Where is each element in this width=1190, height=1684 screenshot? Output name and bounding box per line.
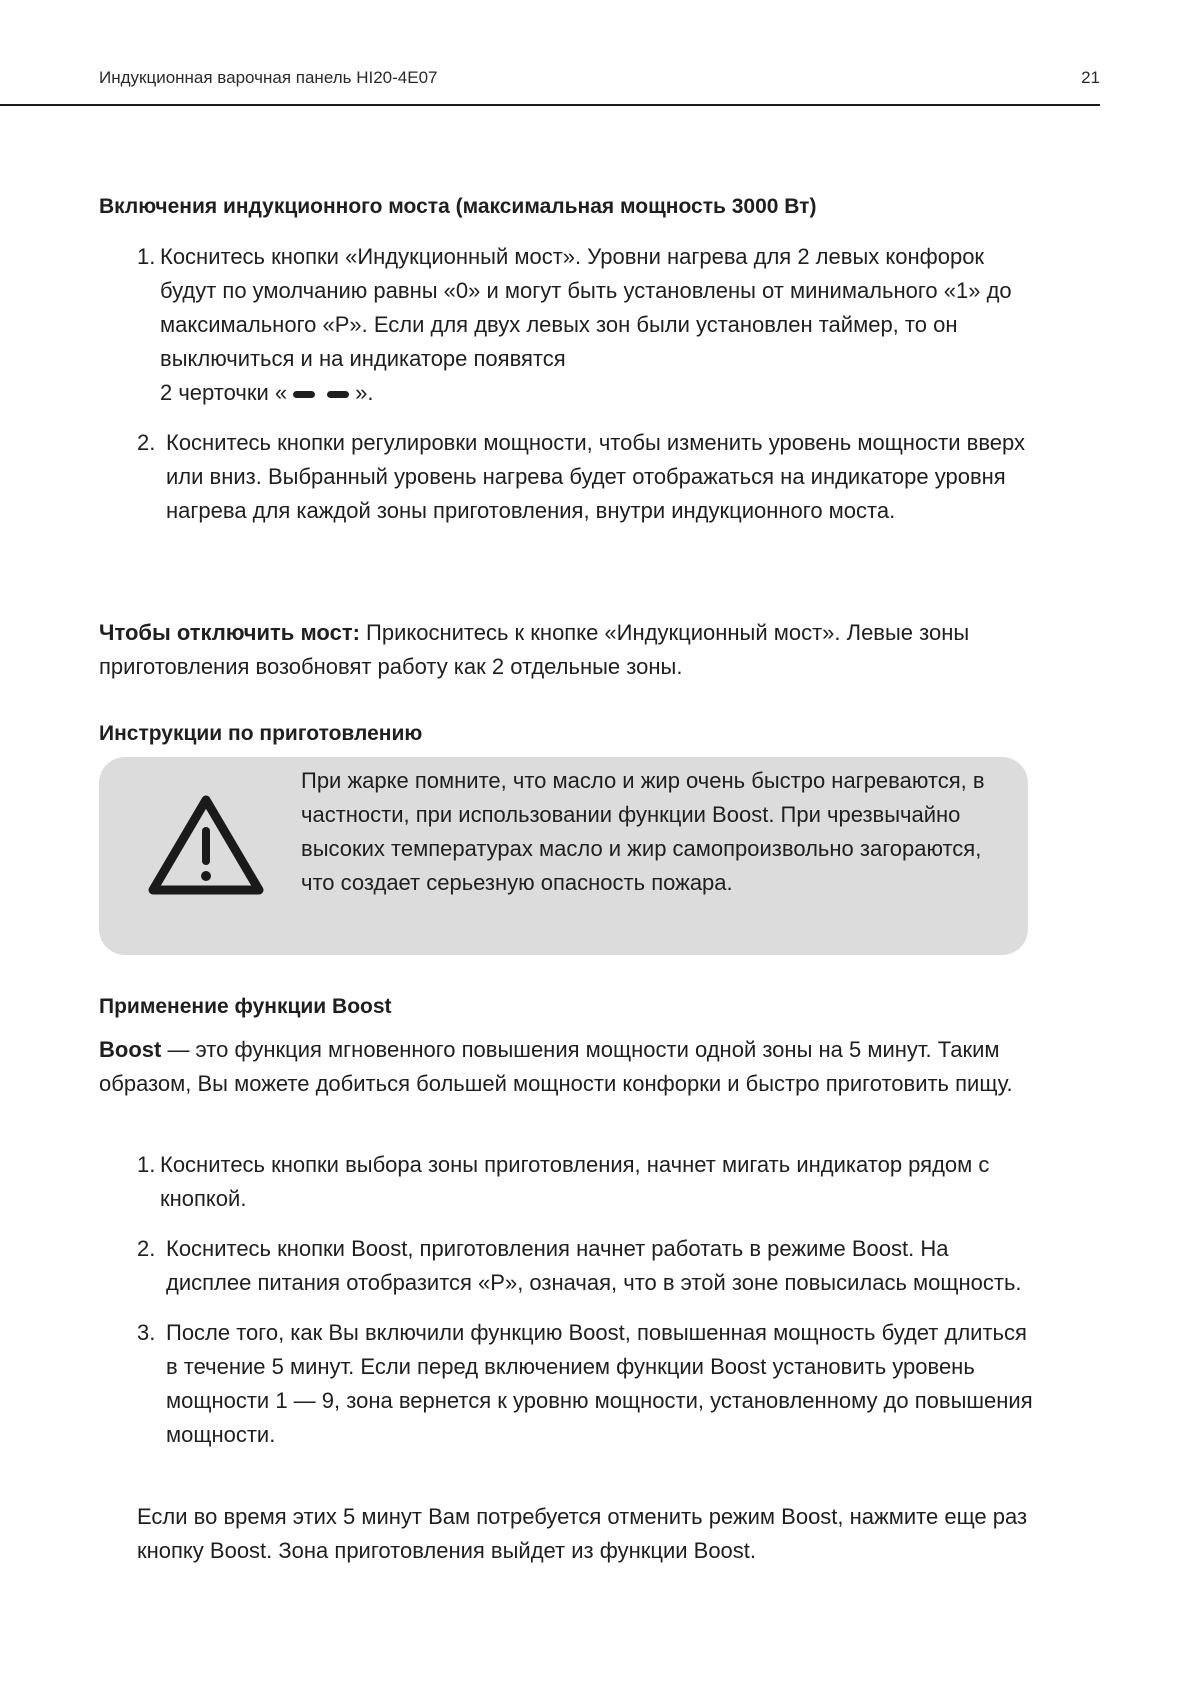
boost-intro-label: Boost — [99, 1037, 162, 1062]
list-item — [137, 1316, 1037, 1452]
list-item — [137, 1232, 1037, 1300]
list-item-text-body: 2 черточки « — [160, 380, 288, 405]
list-item-number: 3. — [137, 1320, 156, 1345]
bridge-off-text: Прикоснитесь к кнопке «Индукционный мост». Левые зоны приготовления возобновят работу как 2 отдельные зоны. — [99, 620, 970, 679]
list-item-number: 2. — [137, 430, 156, 455]
document-title: Индукционная варочная панель HI20-4E07 — [99, 68, 438, 87]
boost-list — [137, 1148, 1037, 1452]
list-item — [137, 240, 1037, 410]
list-item-text: Коснитесь кнопки Boost, приготовления начнет работать в режиме Boost. На дисплее питания отобразится «P», означая, что в этой зоне повысилась мощность. — [166, 1236, 1022, 1295]
list-item-text: Коснитесь кнопки выбора зоны приготовления, начнет мигать индикатор рядом с кнопкой. — [160, 1152, 990, 1211]
list-item-number: 1. — [137, 1152, 156, 1177]
page-number: 21 — [1081, 68, 1100, 87]
boost-heading: Применение функции Boost — [99, 995, 392, 1018]
list-item-text-body: ». — [355, 380, 374, 405]
bridge-on-heading: Включения индукционного моста (максимальная мощность 3000 Вт) — [99, 195, 817, 218]
list-item-number: 1. — [137, 244, 156, 269]
bridge-off-paragraph — [99, 616, 1034, 684]
bridge-on-list — [137, 240, 1037, 528]
warning-triangle-icon — [147, 793, 265, 897]
bridge-off-label: Чтобы отключить мост: — [99, 620, 360, 645]
list-item — [137, 1148, 1037, 1216]
warning-callout — [99, 757, 1028, 955]
boost-intro — [99, 1033, 1034, 1101]
list-item-text-body: Коснитесь кнопки «Индукционный мост». Уровни нагрева для 2 левых конфорок будут по умолчанию равны «0» и могут быть установлены от минимального «1» до максимального «P». Если для двух левых зон были установлен таймер, то он выключиться и на индикаторе появятся — [160, 244, 1012, 371]
list-item-text — [160, 240, 1037, 410]
dash-indicator-icon — [327, 391, 349, 398]
list-item — [137, 426, 1037, 528]
cooking-heading: Инструкции по приготовлению — [99, 722, 423, 745]
dash-indicator-icon — [293, 391, 315, 398]
boost-intro-text: — это функция мгновенного повышения мощности одной зоны на 5 минут. Таким образом, Вы можете добиться большей мощности конфорки и быстро приготовить пищу. — [99, 1037, 1013, 1096]
list-item-number: 2. — [137, 1236, 156, 1261]
list-item-text: После того, как Вы включили функцию Boost, повышенная мощность будет длиться в течение 5 минут. Если перед включением функции Boost установить уровень мощности 1 — 9, зона вернется к уровню мощности, установленному до повышения мощности. — [166, 1320, 1033, 1447]
header-divider — [0, 104, 1100, 106]
list-item-text: Коснитесь кнопки регулировки мощности, чтобы изменить уровень мощности вверх или вниз. Выбранный уровень нагрева будет отображаться на индикаторе уровня нагрева для каждой зоны приготовления, внутри индукционного моста. — [166, 430, 1026, 523]
warning-text: При жарке помните, что масло и жир очень быстро нагреваются, в частности, при использовании функции Boost. При чрезвычайно высоких температурах масло и жир самопроизвольно загораются, что создает серьезную опасность пожара. — [301, 768, 985, 895]
boost-cancel-paragraph: Если во время этих 5 минут Вам потребуется отменить режим Boost, нажмите еще раз кнопку Boost. Зона приготовления выйдет из функции Boost. — [137, 1504, 1028, 1563]
